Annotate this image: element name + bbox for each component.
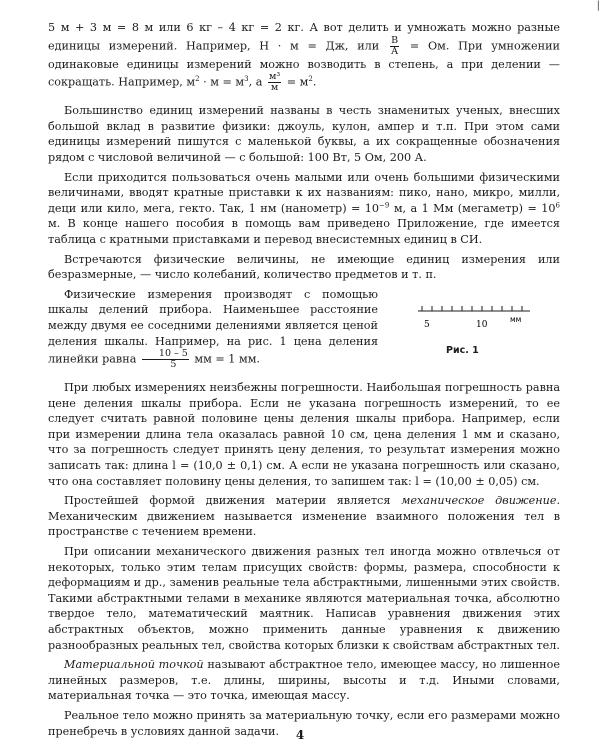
fraction-denominator: 5 (170, 359, 177, 371)
ruler-ticks (422, 306, 522, 311)
text: . Механическим движением называется изменение взаимного положения тел в пространстве с течением времени. (48, 494, 560, 539)
fraction-numerator: 10 – 5 (142, 349, 189, 360)
paragraph-scale-division (48, 287, 378, 370)
text: Если приходится пользоваться очень малыми или очень большими физическими величинами, вводят кратные приставки к их названиям: пико, нано, микро, милли, деци или кило, мега, гекто. Так, 1 нм (нанометр) = 10 (48, 170, 560, 215)
fraction-m3-m (268, 72, 281, 93)
exponent: 2 (195, 74, 200, 83)
text: . (312, 75, 317, 89)
tick-label-5: 5 (424, 319, 430, 330)
page-content (48, 20, 560, 743)
emphasis-term: Материальной точкой (64, 658, 204, 672)
figure-ruler (378, 287, 560, 363)
fraction-denominator: м (270, 82, 279, 94)
fraction-volt-ampere (390, 36, 399, 57)
paragraph-errors: При любых измерениях неизбежны погрешности. Наибольшая погрешность равна цене деления шкалы прибора. Если не указана погрешность измерений, то ее следует считать равной половине цены деления шкалы прибора. Например, если при измерении длина тела оказалась равной 10 см, цена деления 1 мм и сказано, что за погрешность следует принять цену деления, то результат измерения можно записать так: длина l = (10,0 ± 0,1) см. А если не указана погрешность или сказано, что она составляет половину цены деления, то запишем так: l = (10,00 ± 0,05) см. (48, 381, 560, 488)
paragraph-dimensionless: Встречаются физические величины, не имеющие единиц измерения или безразмерные, — число колебаний, количество предметов и т. п. (48, 252, 560, 282)
paragraph-units-operations (48, 20, 560, 93)
exponent: −9 (379, 201, 390, 210)
emphasis-term: механическое движение (401, 494, 557, 508)
paragraph-mechanical-motion (48, 493, 560, 540)
text: мм = 1 мм. (194, 352, 260, 366)
fraction-numerator: м³ (268, 71, 281, 83)
tick-label-10: 10 (476, 319, 488, 330)
paragraph-real-body: Реальное тело можно принять за материальную точку, если его размерами можно пренебречь в условиях данной задачи. (48, 708, 560, 738)
paragraph-material-point (48, 657, 560, 704)
exponent: 2 (308, 74, 313, 83)
text: · м = м (203, 75, 245, 89)
unit-label: мм (510, 314, 522, 324)
paragraph-abstract-bodies: При описании механического движения разных тел иногда можно отвлечься от некоторых, только этим телам присущих свойств: формы, размера, способности к деформациям и др., заменив реальные тела абстрактными, лишенными этих свойств. Такими абстрактными телами в механике являются материальная точка, абсолютно твердое тело, математический маятник. Написав уравнения движения этих абстрактных объектов, можно применить данные уравнения к движению разнообразных реальных тел, свойства которых близки к свойствам абстрактных тел. (48, 545, 560, 652)
measurement-block (48, 287, 560, 374)
text: , а (248, 75, 263, 89)
page-number: 4 (295, 728, 305, 742)
text: Физические измерения производят с помощью шкалы делений прибора. Наименьшее расстояние между двумя ее соседними делениями является ценой деления шкалы. Например, на рис. 1 цена деления линейки равна (48, 287, 378, 366)
fraction-denominator: А (390, 45, 399, 57)
exponent: 3 (244, 74, 249, 83)
text: м, а 1 Мм (мегаметр) = 10 (393, 201, 556, 215)
ruler-diagram (418, 289, 558, 339)
paragraph-prefixes (48, 170, 560, 248)
corner-mark: | (596, 0, 600, 11)
fraction-numerator: В (391, 34, 399, 46)
text: = Ом. При умножении одинаковые единицы измерений можно возводить в степень, а при делении — сокращать. Например, м (48, 39, 561, 89)
paragraph-scientists: Большинство единиц измерений названы в честь знаменитых ученых, внесших большой вклад в развитие физики: джоуль, кулон, ампер и т.п. При этом сами единицы измерений пишутся с маленькой буквы, а их сокращенные обозначения рядом с числовой величиной — с большой: 100 Вт, 5 Ом, 200 А. (48, 104, 560, 164)
text: м. В конце нашего пособия в помощь вам приведено Приложение, где имеется таблица с кратными приставками и перевод внесистемных единиц в СИ. (48, 217, 560, 246)
fraction-division-value (142, 349, 189, 370)
text: 5 м + 3 м = 8 м или 6 кг – 4 кг = 2 кг. А вот делить и умножать можно разные единицы измерений. Например, Н · м = Дж, или (48, 21, 560, 53)
text: Простейшей формой движения материи является (64, 494, 391, 508)
figure-caption: Рис. 1 (446, 344, 479, 356)
exponent: 6 (555, 201, 560, 210)
text: = м (286, 75, 309, 89)
measurement-text (48, 287, 378, 374)
text: называют абстрактное тело, имеющее массу, но лишенное линейных размеров, т.е. длины, ширины, высоты и т.д. Иными словами, материальная точка — это точка, имеющая массу. (48, 658, 560, 703)
